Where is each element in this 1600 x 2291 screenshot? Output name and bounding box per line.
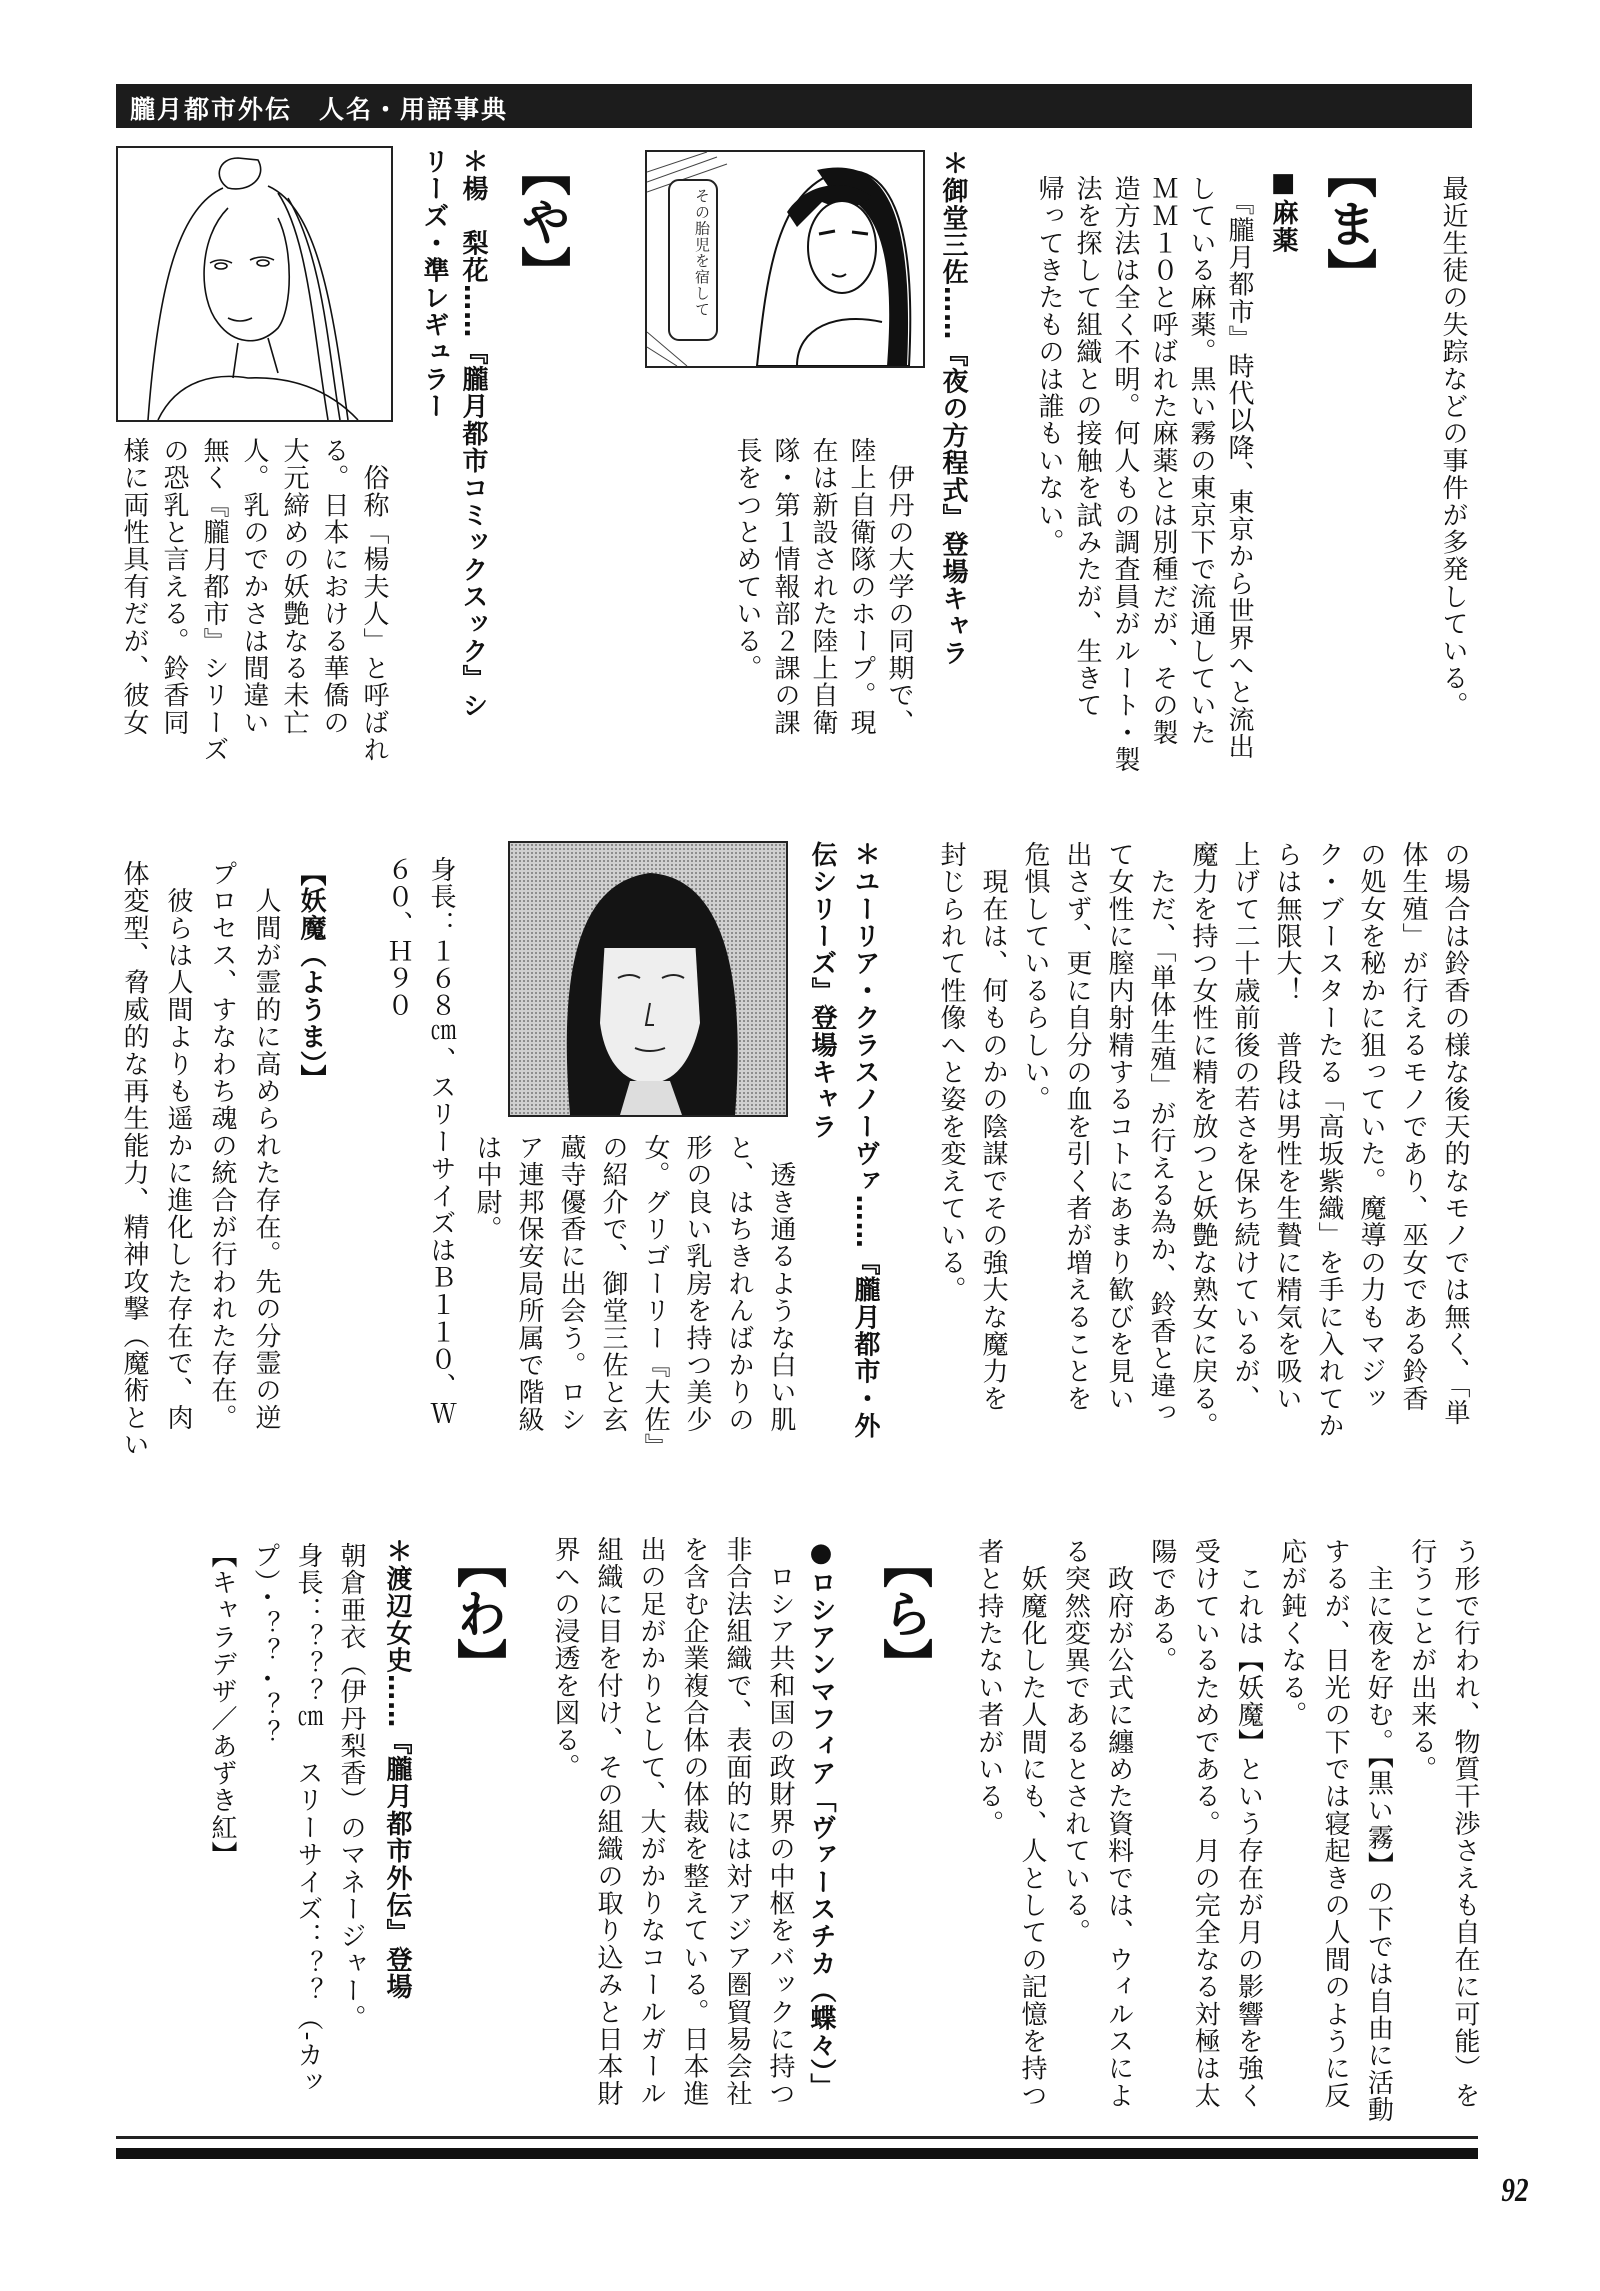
watanabe-body: 朝倉亜衣（伊丹梨香）のマネージャー。 身長：？？？㎝ スリーサイズ：？？（‐カッ プ）・？？・？？ 【キャラデザ／あずき紅】 xyxy=(207,1542,366,2096)
footer-rule-thick xyxy=(116,2148,1478,2159)
portrait-halftone-image xyxy=(510,843,786,1115)
portrait-sketch-image xyxy=(118,148,391,420)
page-number: 92 xyxy=(1501,2172,1529,2209)
illustration-mido xyxy=(645,150,925,368)
russian-mafia-body: ロシア共和国の政財界の中枢をバックに持つ 非合法組織で、表面的には対アジア圏貿易会社 を含む企業複合体の体裁を整えている。日本進 出の足がかりとして、大がかりなコールガール 組織に目を付け、その組織の取り込みと日本財 界への浸透を図る。 xyxy=(550,1536,795,2108)
entry-heading-mido: ＊御堂三佐……『夜の方程式』登場キャラ xyxy=(938,150,968,667)
section-heading-ra: 【ら】 xyxy=(875,1538,933,1688)
youma-body-continued: う形で行われ、物質干渉さえも自在に可能）を 行うことが出来る。 主に夜を好む。【黒い霧】の下では自由に活動 するが、日光の下では寝起きの人間のように反 応が鈍くなる。 これは【妖魔】という存在が月の影響を強く 受けているためである。月の完全なる対極は太 陽である。 政府が公式に纏めた資料では、ウィルスによ る突然変異であるとされている。 妖魔化した人間にも、人としての記憶を持つ 者と持たない者がいる。 xyxy=(973,1538,1480,2124)
section-heading-ya: 【や】 xyxy=(513,146,571,296)
yuria-body: 透き通るような白い肌 と、はちきれんばかりの 形の良い乳房を持つ美少 女。グリゴーリー『大佐』 の紹介で、御堂三佐と玄 蔵寺優香に出会う。ロシ ア連邦保安局所属で階級 は中尉。 xyxy=(472,1134,796,1461)
entry-heading-watanabe: ＊渡辺女史……『朧月都市外伝』登場 xyxy=(382,1538,412,2001)
youma-body: 人間が霊的に高められた存在。先の分霊の逆 プロセス、すなわち魂の統合が行われた存在。 彼らは人間よりも遥かに進化した存在で、肉 体変型、脅威的な再生能力、精神攻撃（魔術とい xyxy=(119,860,281,1459)
yang-body-continued: の場合は鈴香の様な後天的なモノでは無く、「単 体生殖」が行えるモノであり、巫女である鈴香 の処女を秘かに狙っていた。魔導の力もマジッ ク・ブースターたる「高坂紫織」を手に入れてか らは無限大！ 普段は男性を生贄に精気を吸い 上げて二十歳前後の若さを保ち続けているが、 魔力を持つ女性に精を放つと妖艶な熟女に戻る。 ただ、「単体生殖」が行える為か、鈴香と違っ て女性に膣内射精するコトにあまり歓びを見い 出さず、更に自分の血を引く者が増えることを 危惧しているらしい。 現在は、何ものかの陰謀でその強大な魔力を 封じられて性像へと姿を変えている。 xyxy=(936,841,1470,1440)
mido-body: 伊丹の大学の同期で、 陸上自衛隊のホープ。現 在は新設された陸上自衛 隊・第１情報部２課の課 長をつとめている。 xyxy=(732,437,914,737)
entry-heading-yuria: ＊ユーリア・クラスノーヴァ……『朧月都市・外 伝シリーズ』登場キャラ xyxy=(807,841,880,1440)
illustration-yang xyxy=(116,146,393,422)
term-mayaku: ■麻薬 xyxy=(1268,168,1298,254)
speech-balloon-text: その胎児を宿して xyxy=(693,188,711,318)
intro-text: 最近生徒の失踪などの事件が多発している。 xyxy=(1438,175,1468,719)
header-bar xyxy=(116,84,1472,128)
yuria-stats: 身長：１６８㎝、スリーサイズはＢ１１０、Ｗ ６０、Ｈ９０ xyxy=(383,856,456,1428)
yang-body: 俗称「楊夫人」と呼ばれ る。日本における華僑の 大元締めの妖艶なる未亡 人。乳のでかさは間違い 無く『朧月都市』シリーズ の恐乳と言える。鈴香同 様に両性具有だが、彼女 xyxy=(119,437,389,764)
illustration-yuria xyxy=(508,841,788,1117)
header-title: 朧月都市外伝 人名・用語事典 xyxy=(130,95,509,124)
mayaku-body: 『朧月都市』時代以降、東京から世界へと流出 している麻薬。黒い霧の東京下で流通していた ＭＭ１０と呼ばれた麻薬とは別種だが、その製 造方法は全く不明。何人もの調査員がルート・製 法を探して組織との接触を試みたが、生きて 帰ってきたものは誰もいない。 xyxy=(1034,175,1254,774)
entry-heading-yang: ＊楊 梨花……『朧月都市コミックスック』シ リーズ・準レギュラー xyxy=(419,148,488,720)
section-heading-wa: 【わ】 xyxy=(449,1538,507,1688)
term-russian-mafia: ●ロシアンマフィア「ヴァースチカ（蝶々）」 xyxy=(806,1538,836,2101)
section-heading-ma: 【ま】 xyxy=(1319,148,1377,298)
footer-rule-thin xyxy=(116,2136,1478,2139)
term-youma: 【妖魔（ようま）】 xyxy=(296,860,326,1092)
